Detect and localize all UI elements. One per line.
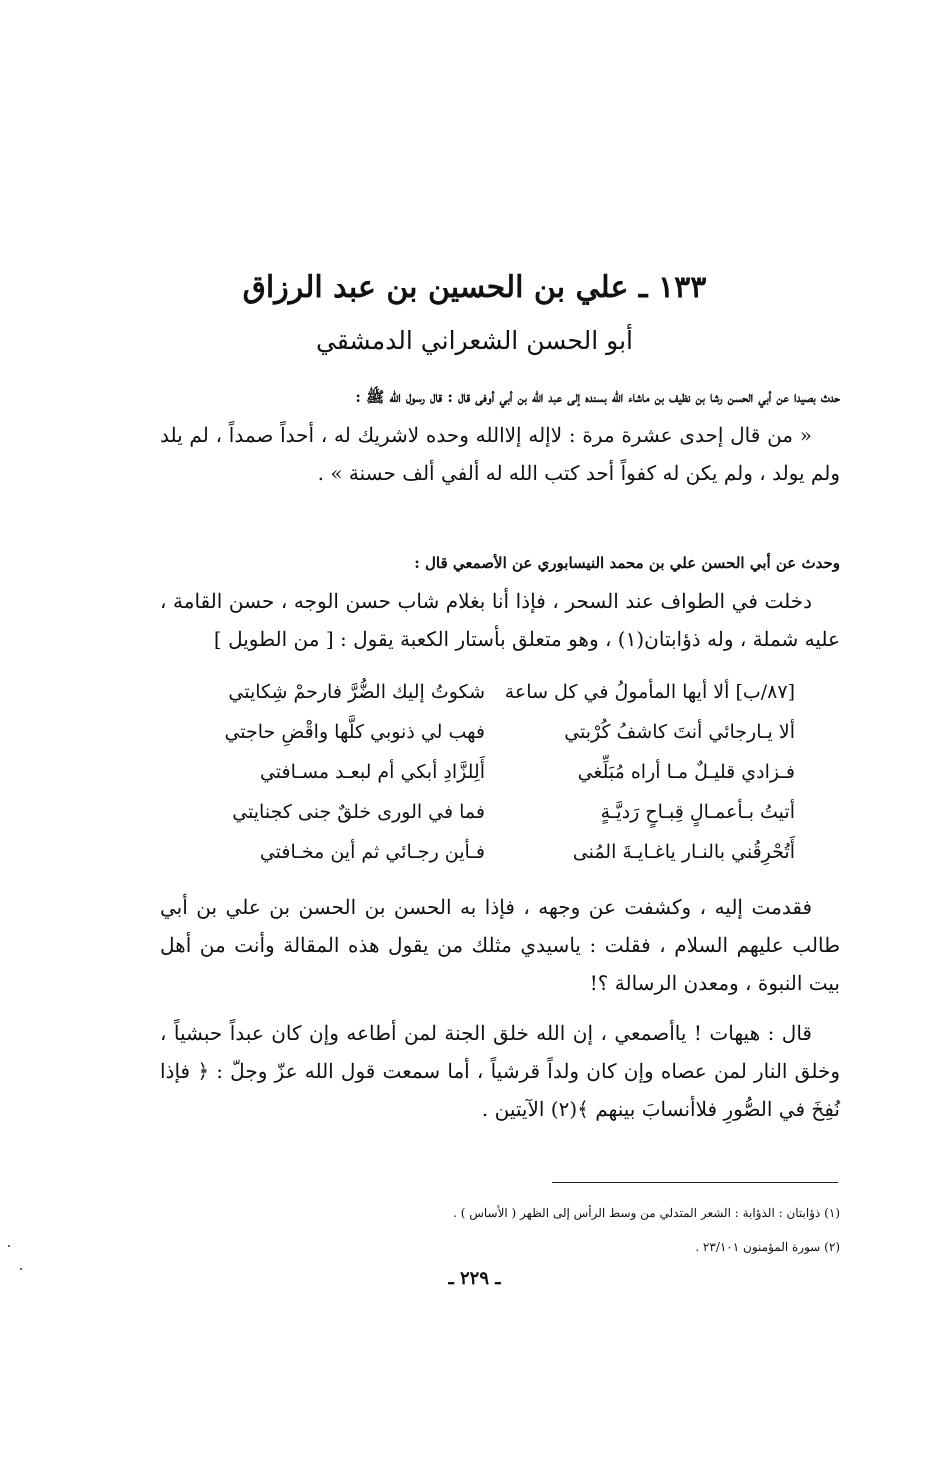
- verse-second-hemistich: شكوتُ إليك الضُّرَّ فارحمْ شِكايتي: [228, 681, 485, 703]
- poem-verse: [215, 672, 795, 712]
- scan-speck: [20, 1268, 22, 1270]
- hadith-text: « من قال إحدى عشرة مرة : لاإله إلاالله وحده لاشريك له ، أحداً صمداً ، لم يلد ولم يولد ، ولم يكن له كفواً أحد كتب الله له ألفي ألف حسنة » .: [160, 423, 840, 485]
- entry-title: ١٣٣ ـ علي بن الحسين بن عبد الرزاق: [242, 270, 707, 305]
- verse-second-hemistich: فهب لي ذنوبي كلَّها واقْضِ حاجتي: [224, 721, 485, 743]
- isnad-text: وحدث عن أبي الحسن علي بن محمد النيسابوري عن الأصمعي قال :: [414, 554, 840, 572]
- page-number: ـ ٢٢٩ ـ: [448, 1268, 501, 1289]
- footnote-separator: [552, 1182, 838, 1183]
- narrative-text: دخلت في الطواف عند السحر ، فإذا أنا بغلام شاب حسن الوجه ، حسن القامة ، عليه شملة ، وله ذؤابتان(١) ، وهو متعلق بأستار الكعبة يقول : [ من الطويل ]: [160, 589, 840, 651]
- verse-first-hemistich: أَتُحْرِقُني بالنـار ياغـايـةَ المُنى: [572, 841, 795, 863]
- footnote: (٢) سورة المؤمنون ٢٣/١٠١ .: [695, 1240, 840, 1254]
- verse-first-hemistich: [٨٧/ب] ألا أيها المأمولُ في كل ساعة: [504, 681, 795, 703]
- poem: [215, 672, 795, 872]
- verse-first-hemistich: فـزادي قليـلٌ مـا أراه مُبَلِّغي: [577, 761, 795, 783]
- scan-speck: [8, 1245, 10, 1247]
- entry-subtitle: أبو الحسن الشعراني الدمشقي: [315, 326, 634, 355]
- verse-second-hemistich: فما في الورى خلقٌ جنى كجنايتي: [232, 801, 485, 823]
- section-hadith: [160, 382, 840, 492]
- footnote: (١) ذؤابتان : الذؤابة : الشعر المتدلي من وسط الرأس إلى الظهر ( الأساس ) .: [453, 1206, 840, 1220]
- poem-verse: [215, 712, 795, 752]
- verse-first-hemistich: ألا يـارجائي أنتَ كاشفُ كُرْبتي: [564, 721, 795, 743]
- poem-verse: [215, 792, 795, 832]
- verse-second-hemistich: فـأين رجـائي ثم أين مخـافتي: [259, 841, 485, 863]
- verse-second-hemistich: أَلِلزَّادِ أبكي أم لبعـد مسـافتي: [259, 761, 485, 783]
- footnotes: [160, 1196, 840, 1264]
- section-narration: [160, 548, 840, 658]
- paragraph: قال : هيهات ! ياأصمعي ، إن الله خلق الجنة لمن أطاعه وإن كان عبداً حبشياً ، وخلق النار لمن عصاه وإن كان ولداً قرشياً ، أما سمعت قول الله عزّ وجلّ : ﴿ فإذا نُفِخَ في الصُّورِ فلاأنسابَ بينهم ﴾(٢) الآيتين .: [160, 1021, 840, 1121]
- poem-verse: [215, 752, 795, 792]
- paragraph: فقدمت إليه ، وكشفت عن وجهه ، فإذا به الحسن بن الحسن بن علي بن أبي طالب عليهم السلام ، فقلت : ياسيدي مثلك من يقول هذه المقالة وأنت من أهل بيت النبوة ، ومعدن الرسالة ؟!: [160, 895, 840, 995]
- verse-first-hemistich: أتيتُ بـأعمـالٍ قِبـاحٍ رَديَّـةٍ: [600, 801, 795, 823]
- isnad-text: حدث بصيدا عن أبي الحسن رشا بن نظيف بن ماشاء الله بسنده إلى عبد الله بن أبي أوفى قال : قال رسول الله ﷺ :: [355, 388, 840, 406]
- poem-verse: [215, 832, 795, 872]
- section-response: [160, 888, 840, 1128]
